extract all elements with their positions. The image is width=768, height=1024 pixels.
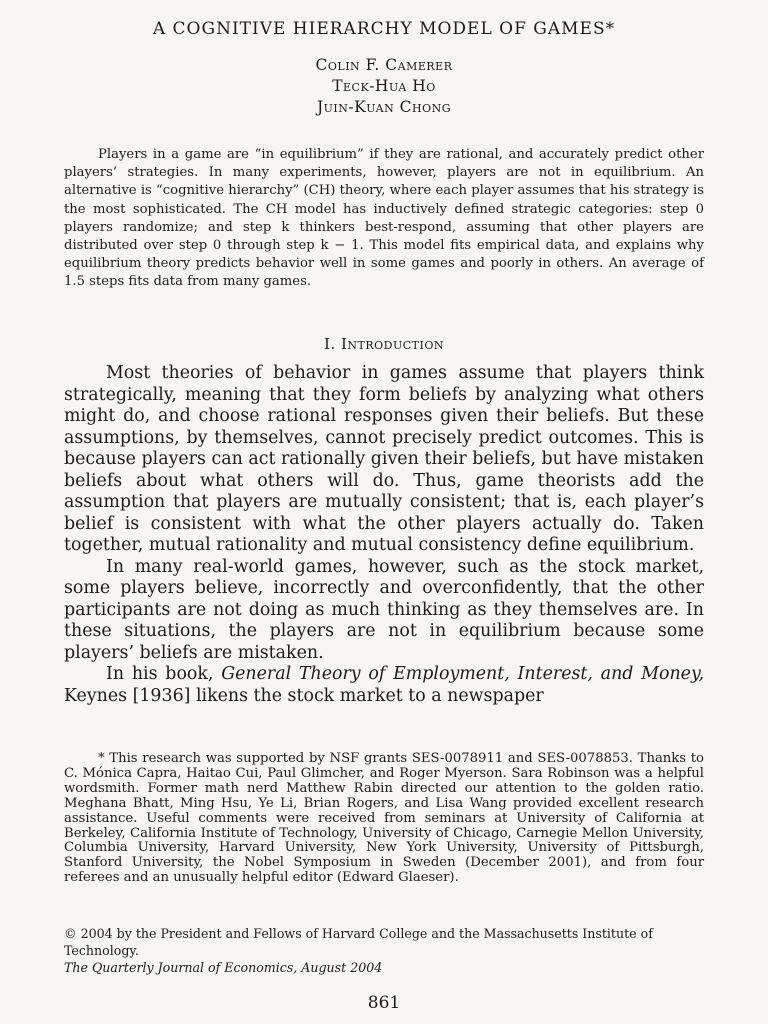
book-title: General Theory of Employment, Interest, and Money, [221, 664, 704, 684]
abstract [64, 146, 704, 292]
copyright-text: © 2004 by the President and Fellows of Harvard College and the Massachusetts Institute of Technology. [64, 926, 653, 958]
footnote-text: * This research was supported by NSF grants SES-0078911 and SES-0078853. Thanks to C. Mónica Capra, Haitao Cui, Paul Glimcher, and Roger Myerson. Sara Robinson was a helpful wordsmith. Former math nerd Matthew Rabin directed our attention to the golden ratio. Meghana Bhatt, Ming Hsu, Ye Li, Brian Rogers, and Lisa Wang provided excellent research assistance. Useful comments were received from seminars at University of California at Berkeley, California Institute of Technology, University of Chicago, Carnegie Mellon University, Columbia University, Harvard University, New York University, University of Pittsburgh, Stanford University, the Nobel Symposium in Sweden (December 2001), and from four referees and an unusually helpful editor (Edward Glaeser). [64, 751, 704, 886]
footnote [64, 752, 704, 886]
section-heading: I. Introduction [324, 335, 444, 353]
paper-title: A COGNITIVE HIERARCHY MODEL OF GAMES* [152, 19, 616, 39]
copyright-block [64, 925, 704, 976]
page-number: 861 [367, 993, 401, 1013]
body-paragraph: In many real-world games, however, such as the stock market, some players believe, incorrectly and overconfidently, that the other participants are not doing as much thinking as they themselves are. In these situations, the players are not in equilibrium because some players’ beliefs are mistaken. [64, 556, 704, 663]
author-name: Juin-Kuan Chong [316, 98, 452, 116]
body-paragraph [64, 664, 704, 707]
paragraph-suffix: Keynes [1936] likens the stock market to a newspaper [64, 685, 544, 706]
paragraph-prefix: In his book, [106, 664, 214, 684]
abstract-text: Players in a game are “in equilibrium” if they are rational, and accurately predict other players’ strategies. In many experiments, however, players are not in equilibrium. An alternative is “cognitive hierarchy” (CH) theory, where each player assumes that his strategy is the most sophisticated. The CH model has inductively defined strategic categories: step 0 players randomize; and step k thinkers best-respond, assuming that other players are distributed over step 0 through step k − 1. This model fits empirical data, and explains why equilibrium theory predicts behavior well in some games and poorly in others. An average of 1.5 steps fits data from many games. [64, 147, 704, 290]
journal-citation: The Quarterly Journal of Economics, August 2004 [64, 960, 383, 975]
author-list [0, 55, 768, 118]
body-paragraph: Most theories of behavior in games assume that players think strategically, meaning that they form beliefs by analyzing what others might do, and choose rational responses given their beliefs. But these assumptions, by themselves, cannot precisely predict outcomes. This is because players can act rationally given their beliefs, but have mistaken beliefs about what others will do. Thus, game theorists add the assumption that players are mutually consistent; that is, each player’s belief is consistent with what the other players actually do. Taken together, mutual rationality and mutual consistency define equilibrium. [64, 363, 704, 555]
author-name: Teck-Hua Ho [332, 77, 436, 95]
body-text [64, 363, 704, 707]
author-name: Colin F. Camerer [315, 56, 453, 74]
